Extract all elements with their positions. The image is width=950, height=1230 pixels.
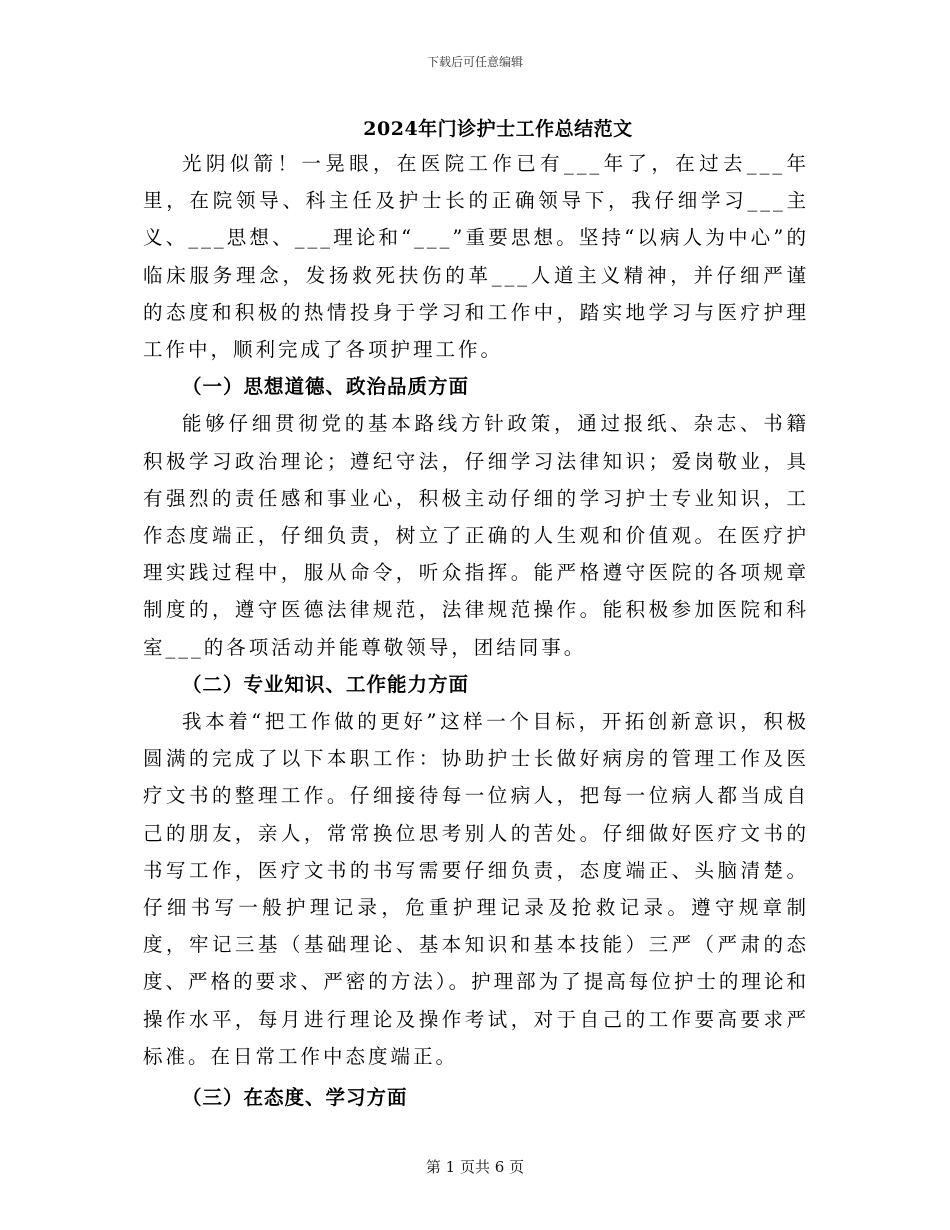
section-heading-1: （一）思想道德、政治品质方面 (182, 375, 470, 399)
intro-paragraph: 光阴似箭！一晃眼，在医院工作已有___年了，在过去___年里，在院领导、科主任及护士长的正确领导下，我仔细学习___主义、___思想、___理论和“___”重要思想。坚持“以病人为中心”的临床服务理念，发扬救死扶伤的革___人道主义精神，并仔细严谨的态度和积极的热情投身于学习和工作中，踏实地学习与医疗护理工作中，顺利完成了各项护理工作。 (143, 152, 809, 362)
page-header: 下载后可任意编辑 (426, 55, 523, 69)
document-body (143, 145, 809, 1116)
section-heading-2: （二）专业知识、工作能力方面 (182, 672, 470, 696)
document-title: 2024年门诊护士工作总结范文 (363, 118, 633, 140)
section-body-1: 能够仔细贯彻党的基本路线方针政策，通过报纸、杂志、书籍积极学习政治理论；遵纪守法，仔细学习法律知识；爱岗敬业，具有强烈的责任感和事业心，积极主动仔细的学习护士专业知识，工作态度端正，仔细负责，树立了正确的人生观和价值观。在医疗护理实践过程中，服从命令，听众指挥。能严格遵守医院的各项规章制度的，遵守医德法律规范，法律规范操作。能积极参加医院和科室___的各项活动并能尊敬领导，团结同事。 (143, 412, 809, 659)
section-heading-3: （三）在态度、学习方面 (182, 1086, 408, 1110)
page-footer: 第 1 页共 6 页 (425, 1158, 525, 1176)
section-body-2: 我本着“把工作做的更好”这样一个目标，开拓创新意识，积极圆满的完成了以下本职工作：协助护士长做好病房的管理工作及医疗文书的整理工作。仔细接待每一位病人，把每一位病人都当成自己的朋友，亲人，常常换位思考别人的苦处。仔细做好医疗文书的书写工作，医疗文书的书写需要仔细负责，态度端正、头脑清楚。仔细书写一般护理记录，危重护理记录及抢救记录。遵守规章制度，牢记三基（基础理论、基本知识和基本技能）三严（严肃的态度、严格的要求、严密的方法）。护理部为了提高每位护士的理论和操作水平，每月进行理论及操作考试，对于自己的工作要高要求严标准。在日常工作中态度端正。 (143, 710, 809, 1068)
